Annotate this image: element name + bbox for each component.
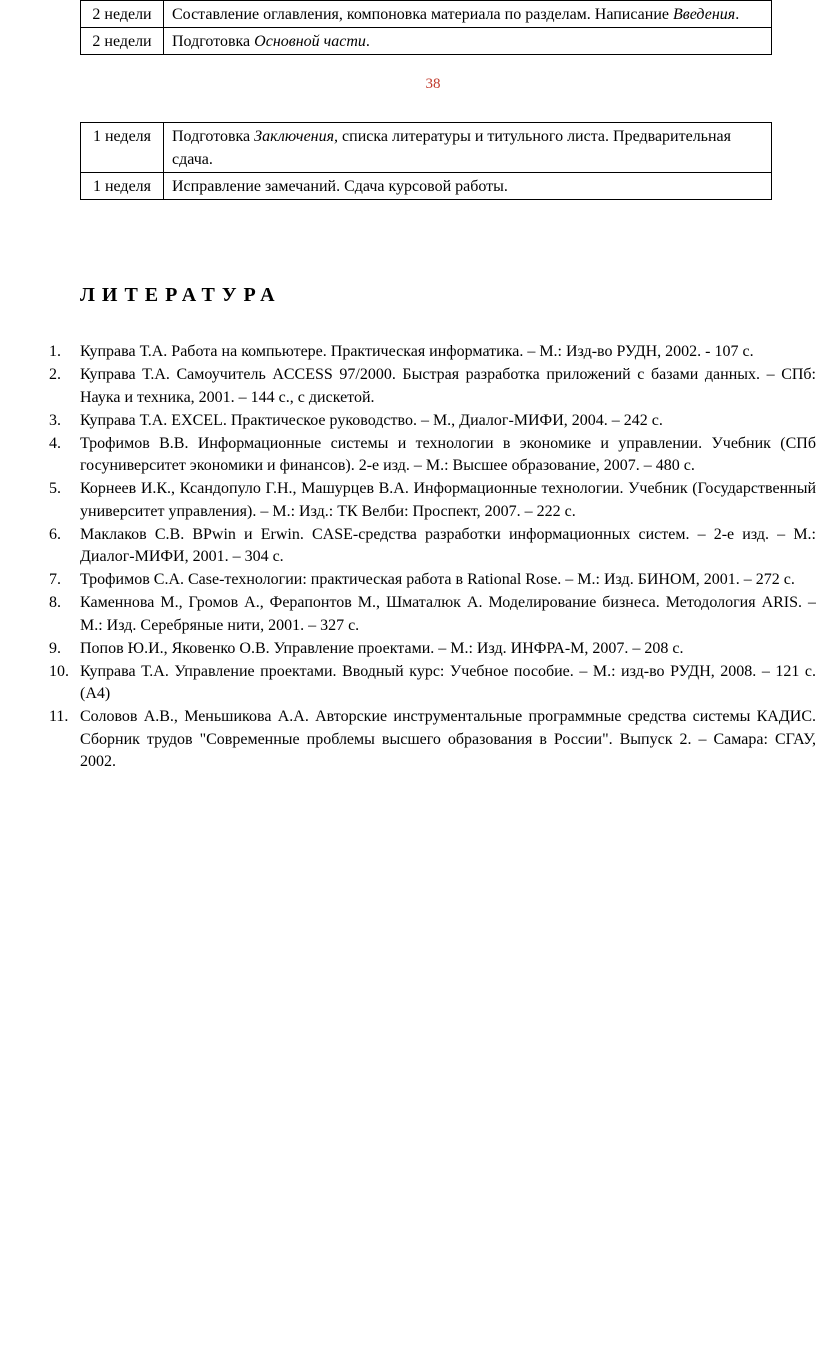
list-item-text: Трофимов С.А. Case-технологии: практическая работа в Rational Rose. – М.: Изд. БИНОМ, 2001. – 272 с.: [80, 571, 795, 588]
list-item: [49, 706, 816, 774]
list-item-text: Попов Ю.И., Яковенко О.В. Управление проектами. – М.: Изд. ИНФРА-М, 2007. – 208 с.: [80, 639, 684, 657]
list-item-text: Трофимов В.В. Информационные системы и технологии в экономике и управлении. Учебник (СПб госуниверситет экономики и финансов). 2-е изд. – М.: Высшее образование, 2007. – 480 с.: [80, 434, 816, 474]
page-number: 38: [425, 76, 441, 92]
list-item-number: 6.: [49, 525, 61, 543]
task-text: Подготовка: [172, 33, 255, 50]
table-row: [81, 173, 772, 200]
list-item-number: 2.: [49, 366, 61, 383]
duration-cell: 2 недели: [81, 28, 164, 55]
list-item: [49, 478, 816, 523]
list-item-text: Каменнова М., Громов А., Ферапонтов М., Шматалюк А. Моделирование бизнеса. Методология ARIS. – М.: Изд. Серебряные нити, 2001. – 327 с.: [80, 594, 816, 634]
list-item-text: Куправа Т.А. Самоучитель ACCESS 97/2000. Быстрая разработка приложений с базами данных. – СПб: Наука и техника, 2001. – 144 с., с дискетой.: [80, 366, 816, 406]
list-item-text: Куправа Т.А. Управление проектами. Вводный курс: Учебное пособие. – М.: изд-во РУДН, 2008. – 121 с. (А4): [80, 662, 816, 702]
list-item-text: Куправа Т.А. Работа на компьютере. Практическая информатика. – М.: Изд-во РУДН, 2002. - 107 с.: [80, 343, 754, 360]
list-item: [49, 592, 816, 637]
list-item: [49, 661, 816, 706]
list-item-text: Маклаков С.В. BPwin и Erwin. CASE-средства разработки информационных систем. – 2-е изд. – М.: Диалог-МИФИ, 2001. – 304 с.: [80, 525, 816, 565]
task-text-end: списка литературы и титульного листа. Предварительная сдача.: [172, 128, 731, 168]
task-italic-text: Основной части: [254, 33, 366, 50]
table-row: [81, 123, 772, 173]
schedule-table-bottom: [80, 122, 772, 200]
duration-cell: 1 неделя: [81, 123, 164, 173]
list-item: [49, 341, 816, 364]
list-item-number: 9.: [49, 639, 61, 657]
task-text-end: .: [735, 6, 740, 23]
list-item: [49, 410, 816, 433]
list-item-number: 1.: [49, 343, 61, 360]
task-cell: [164, 1, 772, 28]
task-text: Исправление замечаний. Сдача курсовой работы.: [172, 178, 508, 195]
list-item: [49, 524, 816, 569]
list-item-text: Корнеев И.К., Ксандопуло Г.Н., Машурцев В.А. Информационные технологии. Учебник (Государственный университет управления). – М.: Изд.: ТК Велби: Проспект, 2007. – 222 с.: [80, 480, 816, 520]
task-cell: [164, 123, 772, 173]
duration-cell: 1 неделя: [81, 173, 164, 200]
literature-heading: ЛИТЕРАТУРА: [80, 284, 282, 306]
duration-cell: 2 недели: [81, 1, 164, 28]
list-item-number: 5.: [49, 480, 61, 497]
list-item-number: 3.: [49, 411, 61, 429]
list-item-text: Куправа Т.А. EXCEL. Практическое руководство. – М., Диалог-МИФИ, 2004. – 242 с.: [80, 411, 663, 429]
literature-list: [49, 341, 816, 774]
task-text: Подготовка: [172, 128, 255, 145]
list-item-number: 10.: [49, 662, 69, 680]
task-text: Составление оглавления, компоновка материала по разделам. Написание: [172, 6, 673, 23]
table-row: [81, 1, 772, 28]
list-item-number: 11.: [49, 708, 69, 725]
list-item: [49, 433, 816, 478]
schedule-table-top: [80, 0, 772, 55]
list-item-text: Соловов А.В., Меньшикова А.А. Авторские инструментальные программные средства системы КАДИС. Сборник трудов "Современные проблемы высшего образования в России". Выпуск 2. – Самара: СГАУ, 2002.: [80, 708, 816, 770]
list-item-number: 4.: [49, 434, 61, 452]
task-italic-text: Заключения,: [254, 128, 339, 145]
task-cell: [164, 28, 772, 55]
list-item: [49, 569, 816, 592]
list-item: [49, 638, 816, 661]
list-item-number: 8.: [49, 594, 61, 611]
task-italic-text: Введения: [673, 6, 736, 23]
list-item: [49, 364, 816, 409]
table-row: [81, 28, 772, 55]
task-cell: [164, 173, 772, 200]
task-text-end: .: [365, 33, 370, 50]
list-item-number: 7.: [49, 571, 61, 588]
